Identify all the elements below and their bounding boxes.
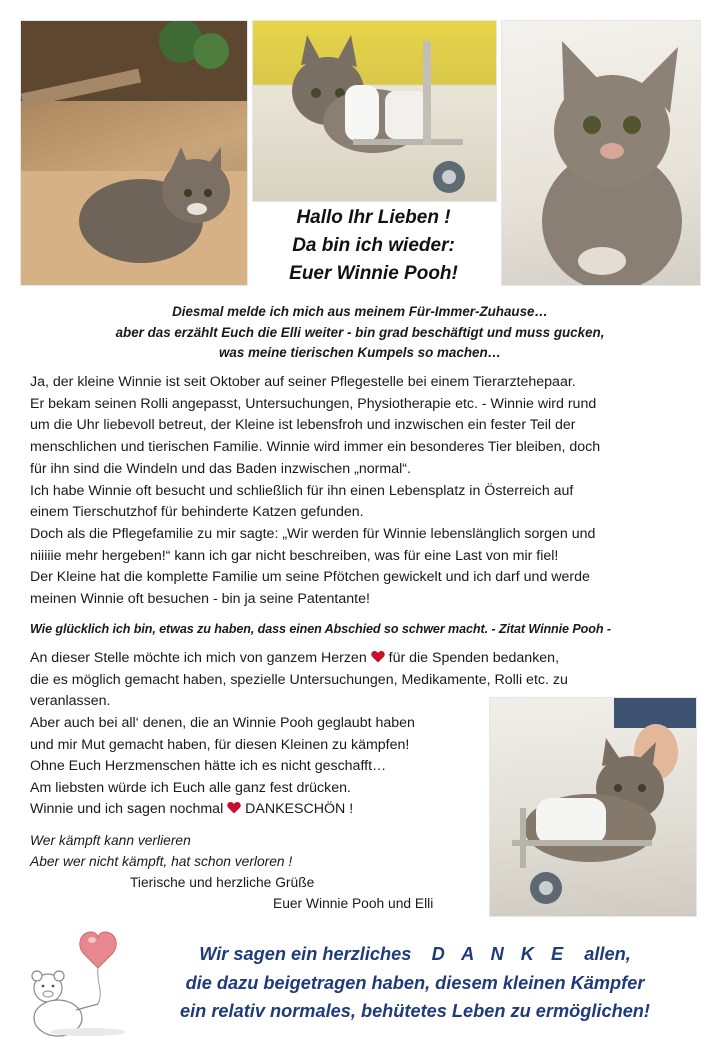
kitten-wheelchair-hand-illustration <box>490 698 696 916</box>
greeting-line: Hallo Ihr Lieben ! <box>296 207 451 228</box>
story-line: Er bekam seinen Rolli angepasst, Untersuchungen, Physiotherapie etc. - Winnie wird rund <box>30 395 597 412</box>
greeting-heading <box>252 204 495 288</box>
story-line: einem Tierschutzhof für behinderte Katzen gefunden. <box>30 504 364 521</box>
gratitude-line <box>30 799 488 821</box>
motto-line: Wer kämpft kann verlieren <box>30 833 191 848</box>
gratitude-line-text: DANKESCHÖN ! <box>245 801 354 817</box>
gratitude-line: Am liebsten würde ich Euch alle ganz fest drücken. <box>30 779 351 796</box>
story-line: um die Uhr liebevoll betreut, der Kleine ist lebensfroh und inzwischen ein fester Teil der <box>30 417 576 434</box>
story-line: menschlichen und tierischen Familie. Winnie wird immer ein besonderes Tier bleiben, doch <box>30 439 601 456</box>
signature: Euer Winnie Pooh und Elli <box>273 896 434 911</box>
thanks-line <box>30 648 670 670</box>
motto-line: Aber wer nicht kämpft, hat schon verloren ! <box>30 854 293 869</box>
thanks-banner-text: allen, <box>584 944 631 964</box>
story-line: Ich habe Winnie oft besucht und schließlich für ihn einen Lebensplatz in Österreich auf <box>30 482 574 499</box>
gratitude-line: und mir Mut gemacht haben, für diesen Kleinen zu kämpfen! <box>30 736 410 753</box>
gratitude-line: Aber auch bei all‘ denen, die an Winnie Pooh geglaubt haben <box>30 715 415 731</box>
photo-kitten-sitting <box>20 20 248 286</box>
photo-kitten-wheelchair-petted <box>489 697 697 917</box>
closing-greeting: Tierische und herzliche Grüße <box>130 875 315 890</box>
gratitude-paragraph <box>30 713 488 821</box>
kitten-wheelchair-illustration <box>253 21 496 201</box>
kitten-portrait-illustration <box>502 21 700 285</box>
photo-kitten-looking-up <box>501 20 701 286</box>
story-line: für ihn sind die Windeln und das Baden inzwischen „normal“. <box>30 460 411 477</box>
story-line: niiiiie mehr hergeben!“ kann ich gar nicht beschreiben, was für eine Last von mir fiel! <box>30 547 559 564</box>
story-line: meinen Winnie oft besuchen - bin ja seine Patentante! <box>30 591 370 608</box>
kitten-sitting-illustration <box>21 21 247 285</box>
winnie-quote: Wie glücklich ich bin, etwas zu haben, dass einen Abschied so schwer macht. - Zitat Winnie Pooh - <box>30 622 611 636</box>
intro-line: aber das erzählt Euch die Elli weiter - bin grad beschäftigt und muss gucken, <box>115 324 605 340</box>
thanks-paragraph <box>30 648 670 713</box>
thanks-banner-text: Wir sagen ein herzliches <box>199 944 412 964</box>
thanks-line: die es möglich gemacht haben, spezielle Untersuchungen, Medikamente, Rolli etc. zu <box>30 671 568 688</box>
intro-line: Diesmal melde ich mich aus meinem Für-Immer-Zuhause… <box>172 304 548 319</box>
story-paragraph <box>30 372 702 611</box>
heart-icon <box>371 650 385 663</box>
thanks-line: veranlassen. <box>30 693 111 709</box>
thanks-line-text: für die Spenden bedanken, <box>388 650 560 666</box>
heart-icon <box>227 801 241 814</box>
gratitude-line: Ohne Euch Herzmenschen hätte ich es nicht geschafft… <box>30 758 387 774</box>
intro-paragraph <box>20 302 700 364</box>
thanks-banner-line <box>130 940 700 969</box>
thanks-line-text: An dieser Stelle möchte ich mich von ganzem Herzen <box>30 650 367 666</box>
thanks-banner-danke: D A N K E <box>431 944 570 964</box>
thanks-banner <box>130 940 700 1026</box>
intro-line: was meine tierischen Kumpels so machen… <box>218 345 502 360</box>
thanks-banner-line: ein relativ normales, behütetes Leben zu ermöglichen! <box>180 1001 650 1021</box>
thanks-banner-line: die dazu beigetragen haben, diesem kleinen Kämpfer <box>185 972 645 993</box>
winnie-pooh-balloon-icon <box>18 912 130 1038</box>
greeting-line: Euer Winnie Pooh! <box>289 263 458 284</box>
gratitude-line-text: Winnie und ich sagen nochmal <box>30 801 224 817</box>
greeting-line: Da bin ich wieder: <box>292 235 455 256</box>
story-line: Der Kleine hat die komplette Familie um seine Pfötchen gewickelt und ich darf und werde <box>30 569 590 586</box>
photo-kitten-wheelchair-top <box>252 20 497 202</box>
motto <box>30 830 470 872</box>
story-line: Doch als die Pflegefamilie zu mir sagte: „Wir werden für Winnie lebenslänglich sorgen und <box>30 525 596 542</box>
story-line: Ja, der kleine Winnie ist seit Oktober auf seiner Pflegestelle bei einem Tierarztehepaar. <box>30 374 576 390</box>
winnie-pooh-balloon-illustration <box>18 912 130 1038</box>
